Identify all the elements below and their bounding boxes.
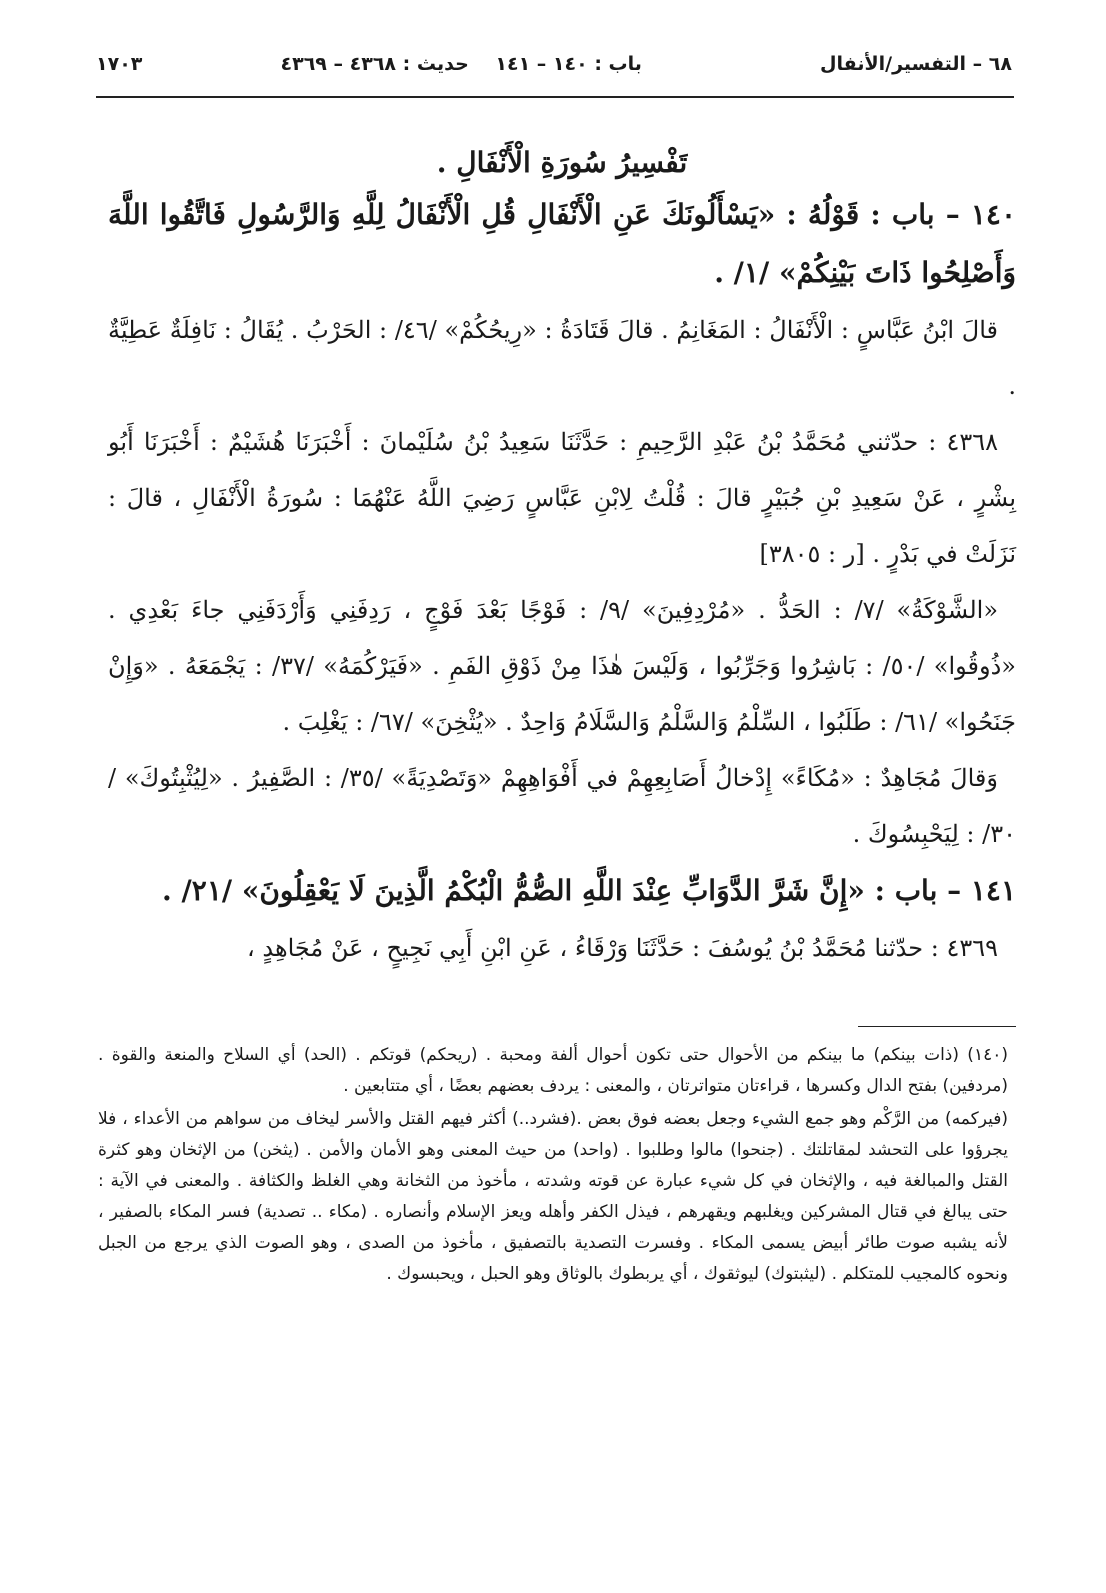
page-number: ١٧٠٣ bbox=[96, 53, 143, 75]
footnote-glossary: (فيركمه) من الرَّكْم وهو جمع الشيء وجعل بعضه فوق بعض .(فشرد..) أكثر فيهم القتل والأسر ليخاف من سواهم من الأعداء ، فلا يجرؤوا على التحشد لمقاتلتك . (جنحوا) مالوا وطلبوا . (واحد) من حيث المعنى وهو الأمان والأمن . (يثخن) من الإثخان وهو كثرة القتل والمبالغة فيه ، والإثخان في كل شيء عبارة عن قوته وشدته ، مأخوذ من الثخانة وهي الغلظ والكثافة . والمعنى في الآية : حتى يبالغ في قتال المشركين ويغلبهم ويقهرهم ، فيذل الكفر وأهله ويعز الإسلام وأنصاره . (مكاء .. تصدية) فسر المكاء بالصفير ، لأنه يشبه صوت طائر أبيض يسمى المكاء . وفسرت التصدية بالتصفيق ، مأخوذ من الصدى ، وهو الصوت الذي يرجع من الجبل ونحوه كالمجيب للمتكلم . (ليثبتوك) ليوثقوك ، أي يربطوك بالوثاق وهو الحبل ، ويحبسوك . bbox=[98, 1109, 1008, 1284]
header-chapter: ٦٨ – التفسير/الأنفال bbox=[820, 53, 1012, 75]
hadith-4368: ٤٣٦٨ : حدّثني مُحَمَّدُ بْنُ عَبْدِ الرَّحِيمِ : حَدَّثَنَا سَعِيدُ بْنُ سُلَيْمانَ : أَخْبَرَنَا هُشَيْمٌ : أَخْبَرَنَا أَبُو بِشْرٍ ، عَنْ سَعِيدِ بْنِ جُبَيْرٍ قالَ : قُلْتُ لِابْنِ عَبَّاسٍ رَضِيَ اللَّهُ عَنْهُمَا : سُورَةُ الْأَنْفَالِ ، قالَ : نَزَلَتْ في بَدْرٍ . [ر : ٣٨٠٥] bbox=[108, 428, 1016, 568]
footnote-divider bbox=[858, 1026, 1016, 1027]
running-header bbox=[96, 44, 1012, 84]
hadith-4369: ٤٣٦٩ : حدّثنا مُحَمَّدُ بْنُ يُوسُفَ : حَدَّثَنَا وَرْقَاءُ ، عَنِ ابْنِ أَبِي نَجِيحٍ ، عَنْ مُجَاهِدٍ ، bbox=[246, 934, 998, 962]
header-reference bbox=[142, 53, 820, 75]
surah-title: تَفْسِيرُ سُورَةِ الْأَنْفَالِ . bbox=[436, 146, 688, 179]
footnote-140: (١٤٠) (ذات بينكم) ما بينكم من الأحوال حتى تكون أحوال ألفة ومحبة . (ريحكم) قوتكم . (الحد) أي السلاح والمنعة والقوة . (مردفين) بفتح الدال وكسرها ، قراءتان متواترتان ، والمعنى : يردف بعضهم بعضًا ، أي متتابعين . bbox=[98, 1045, 1008, 1096]
header-bab-ref: باب : ١٤٠ – ١٤١ bbox=[495, 53, 642, 75]
bab-140-heading: ١٤٠ – باب : قَوْلُهُ : «يَسْأَلُونَكَ عَنِ الْأَنْفَالِ قُلِ الْأَنْفَالُ لِلَّهِ وَالرَّسُولِ فَاتَّقُوا اللَّهَ وَأَصْلِحُوا ذَاتَ بَيْنِكُمْ» /١/ . bbox=[108, 198, 1016, 289]
mujahid-paragraph: وَقالَ مُجَاهِدٌ : «مُكَاءً» إِدْخالُ أَصَابِعِهِمْ في أَفْوَاهِهِمْ «وَتَصْدِيَةً» /٣٥/ : الصَّفِيرُ . «لِيُثْبِتُوكَ» /٣٠/ : لِيَحْبِسُوكَ . bbox=[108, 764, 1016, 848]
header-hadith-ref: حديث : ٤٣٦٨ – ٤٣٦٩ bbox=[280, 53, 469, 75]
gloss-paragraph: «الشَّوْكَةُ» /٧/ : الحَدُّ . «مُرْدِفِينَ» /٩/ : فَوْجًا بَعْدَ فَوْجٍ ، رَدِفَنِي وَأَرْدَفَنِي جاءَ بَعْدِي . «ذُوقُوا» /٥٠/ : بَاشِرُوا وَجَرِّبُوا ، وَلَيْسَ هٰذَا مِنْ ذَوْقِ الفَمِ . «فَيَرْكُمَهُ» /٣٧/ : يَجْمَعَهُ . «وَإِنْ جَنَحُوا» /٦١/ : طَلَبُوا ، السِّلْمُ وَالسَّلْمُ وَالسَّلَامُ وَاحِدٌ . «يُثْخِنَ» /٦٧/ : يَغْلِبَ . bbox=[108, 596, 1016, 736]
ibn-abbas-paragraph: قالَ ابْنُ عَبَّاسٍ : الْأَنْفَالُ : المَغَانِمُ . قالَ قَتَادَةُ : «رِيحُكُمْ» /٤٦/ : الحَرْبُ . يُقَالُ : نَافِلَةٌ عَطِيَّةٌ . bbox=[108, 316, 1016, 400]
header-divider bbox=[96, 96, 1014, 98]
main-text bbox=[108, 140, 1016, 976]
bab-141-heading: ١٤١ – باب : «إِنَّ شَرَّ الدَّوَابِّ عِنْدَ اللَّهِ الصُّمُّ الْبُكْمُ الَّذِينَ لَا يَعْقِلُونَ» /٢١/ . bbox=[162, 874, 1016, 907]
footnotes bbox=[98, 1040, 1008, 1290]
